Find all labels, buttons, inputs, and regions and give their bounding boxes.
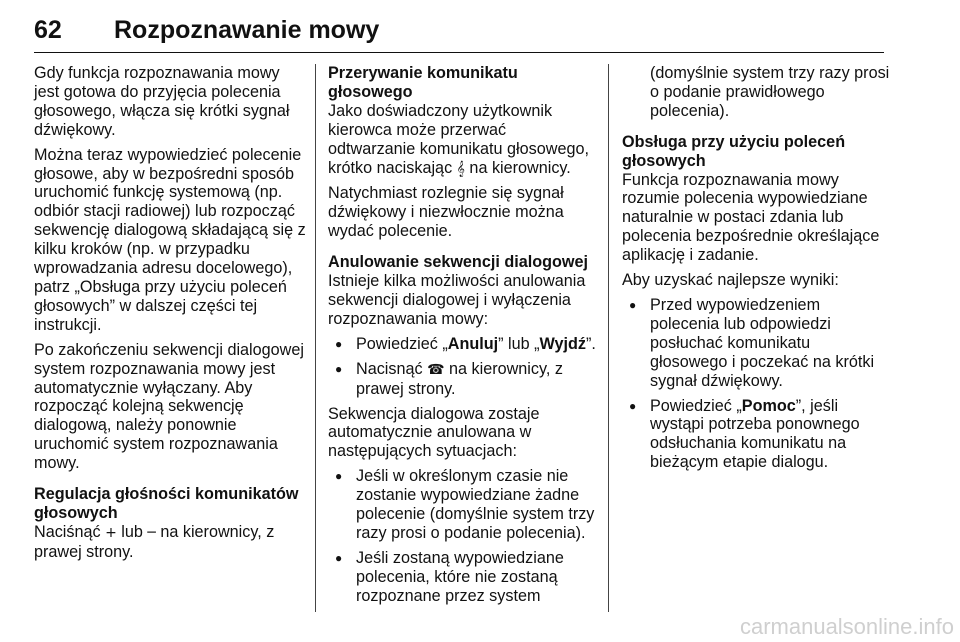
paragraph: Naciśnąć + lub ─ na kierownicy, z prawej strony. — [34, 522, 275, 561]
voice-control-icon: 𝄞 — [456, 160, 465, 177]
section-heading-volume: Regulacja głośności komunikatów głosowych — [34, 485, 299, 522]
bullet-list — [328, 467, 596, 605]
bullet-list — [328, 335, 596, 399]
plus-icon: + — [105, 524, 117, 541]
list-item: ● Powiedzieć „Pomoc”, jeśli wystąpi potrzeba ponownego odsłuchania komunikatu na bieżącym etapie dialogu. — [622, 397, 890, 473]
hang-up-icon: ☎ — [427, 361, 445, 378]
section-heading-interrupt: Przerywanie komunikatu głosowego — [328, 64, 518, 101]
paragraph: Funkcja rozpoznawania mowy rozumie polecenia wypowiedziane naturalnie w postaci zdania lub polecenia bezpośrednie określające aplikację i zadanie. — [622, 170, 880, 265]
column-divider-2 — [608, 64, 609, 612]
column-divider-1 — [315, 64, 316, 612]
column-3 — [622, 64, 890, 478]
list-item: ● Jeśli w określonym czasie nie zostanie wypowiedziane żadne polecenie (domyślnie system trzy razy prosi o podanie polecenia). — [328, 467, 596, 543]
paragraph: Istnieje kilka możliwości anulowania sekwencji dialogowej i wyłączenia rozpoznawania mowy: — [328, 272, 586, 328]
paragraph: Sekwencja dialogowa zostaje automatycznie anulowana w następujących sytuacjach: — [328, 404, 540, 461]
paragraph: Jako doświadczony użytkownik kierowca może przerwać odtwarzanie komunikatu głosowego, krótko naciskając 𝄞 na kierownicy. — [328, 101, 589, 177]
list-item: ● Przed wypowiedzeniem polecenia lub odpowiedzi posłuchać komunikatu głosowego i poczekać na krótki sygnał dźwiękowy. — [622, 296, 890, 391]
list-item: ● Powiedzieć „Anuluj” lub „Wyjdź”. — [328, 335, 596, 354]
column-2 — [328, 64, 596, 612]
list-item-continuation: (domyślnie system trzy razy prosi o podanie prawidłowego polecenia). — [650, 64, 890, 120]
bullet-list — [622, 296, 890, 472]
section-heading-cancel: Anulowanie sekwencji dialogowej — [328, 253, 588, 272]
paragraph: Można teraz wypowiedzieć polecenie głosowe, aby w bezpośredni sposób uruchomić funkcję systemową (np. odbiór stacji radiowej) lub rozpocząć sekwencję dialogową składającą się z kilku kroków (np. w przypadku wprowadzania adresu docelowego), patrz „Obsługa przy użyciu poleceń głosowych” w dalszej części tej instrukcji. — [34, 145, 306, 334]
page-number: 62 — [34, 16, 62, 44]
minus-icon: ─ — [147, 524, 156, 541]
list-item: ● Nacisnąć ☎ na kierownicy, z prawej strony. — [328, 360, 596, 399]
paragraph: Gdy funkcja rozpoznawania mowy jest gotowa do przyjęcia polecenia głosowego, włącza się krótki sygnał dźwiękowy. — [34, 64, 290, 139]
paragraph: Aby uzyskać najlepsze wyniki: — [622, 271, 839, 290]
paragraph: Po zakończeniu sekwencji dialogowej system rozpoznawania mowy jest automatycznie wyłączany. Aby rozpocząć kolejną sekwencję dialogową, należy ponownie uruchomić system rozpoznawania mowy. — [34, 340, 304, 473]
page-title: Rozpoznawanie mowy — [114, 16, 380, 44]
page-header — [34, 14, 884, 53]
list-item: ● Jeśli zostaną wypowiedziane polecenia, które nie zostaną rozpoznane przez system — [328, 549, 596, 606]
column-1 — [34, 64, 309, 568]
paragraph: Natychmiast rozlegnie się sygnał dźwiękowy i niezwłocznie można wydać polecenie. — [328, 184, 564, 241]
section-heading-voice-commands: Obsługa przy użyciu poleceń głosowych — [622, 132, 846, 170]
watermark: carmanualsonline.info — [739, 614, 954, 639]
